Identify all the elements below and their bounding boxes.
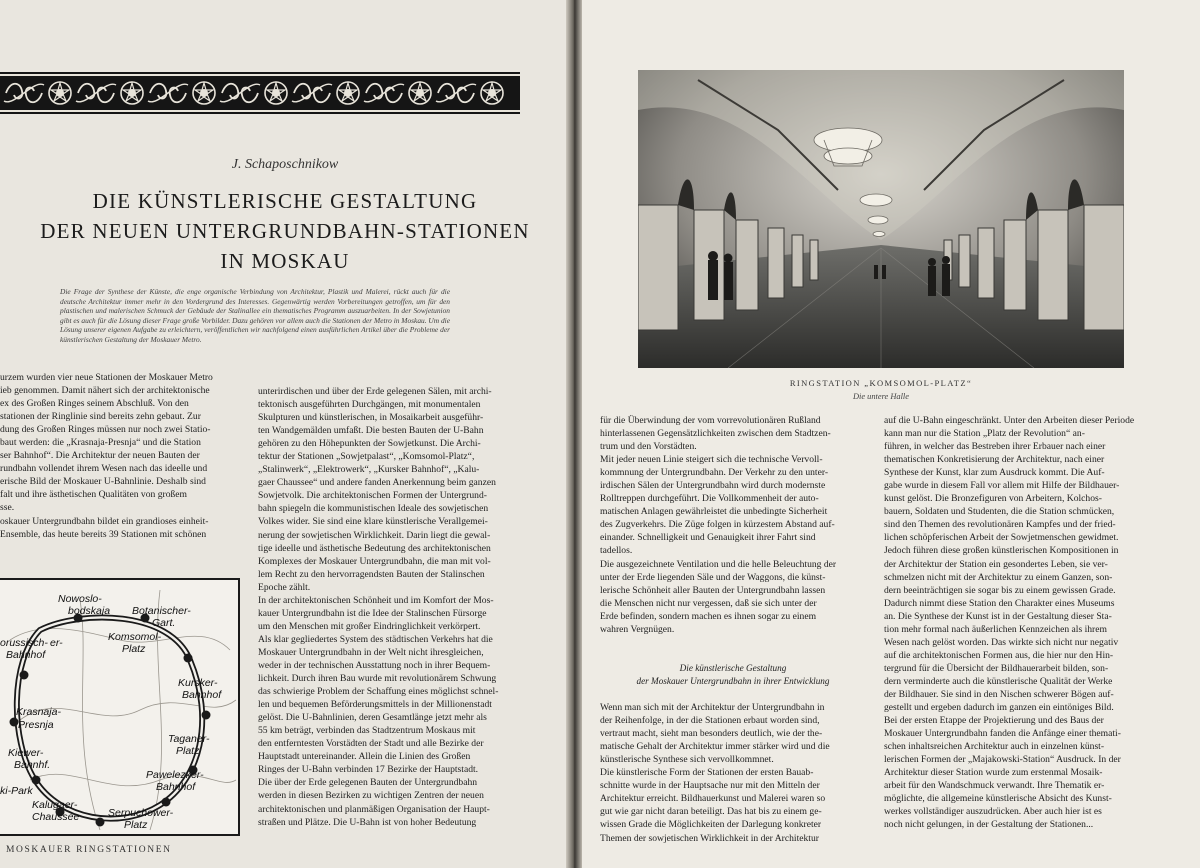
text-line: tadellos. (600, 545, 633, 557)
map-label-presnja: Presnja (18, 719, 54, 731)
text-line: matische Gehalt der Architektur immer stärker wird und die (600, 741, 830, 753)
title-line-2: DER NEUEN UNTERGRUNDBAHN-STATIONEN (40, 219, 530, 243)
text-line: um den Menschen mit großer Eindringlichkeit verkörpert. (258, 620, 481, 632)
text-line: wissen Grade die Möglichkeiten der Darlegung konkreter (600, 819, 822, 831)
text-line: tergrund für die Übersicht der Bildhauerarbeit bilden, son- (884, 662, 1109, 674)
text-line: Erde befinden, sondern machen es ihnen sogar zu einem (600, 610, 817, 622)
text-line: gaer Chaussee“ und andere fanden Anerkennung beim ganzen (258, 477, 496, 489)
map-label-bahnhof-3: Bahnhof (156, 781, 196, 793)
text-line: architektonischen und planmäßigen Organisation der Haupt- (258, 803, 490, 815)
text-line: nerung der sowjetischen Wirklichkeit. Darin liegt die gewal- (258, 529, 491, 541)
text-line: lerische Schönheit aller Bauten der Untergrundbahn lassen (600, 584, 826, 596)
text-line: unter der Erde liegenden Säle und der Waggons, die künst- (600, 571, 826, 583)
text-line: In der architektonischen Schönheit und im Komfort der Mos- (258, 594, 494, 606)
text-line: rundbahn vollendet ihrem Wesen nach das ideelle und (0, 463, 208, 475)
photo-subcaption: Die untere Halle (853, 392, 909, 401)
text-line: lerischen Formen der „Majakowski-Station“ Ausdruck. In der (884, 754, 1121, 766)
text-line: Moskauer Untergrundbahn in der Welt nicht ihresgleichen, (258, 646, 484, 658)
text-line: thematischen Konkretisierung der Architektur, nach einer (884, 454, 1105, 466)
text-line: an. Die Synthese der Kunst ist in der Gestaltung dieser Sta- (884, 610, 1112, 622)
map-label-park: ki-Park (0, 785, 33, 797)
text-line: schnitte wurde in der Hauptsache nur mit den Mitteln der (600, 780, 820, 792)
map-label-bodskaja: bodskaja (68, 605, 111, 617)
left-column-1 (0, 371, 242, 541)
text-line: Moskauer Untergrundbahn fanden die Anfänge einer themati- (884, 728, 1121, 740)
text-line: Bei der ersten Etappe der Projektierung und des Baus der (884, 715, 1104, 727)
text-line: der Bildhauer. Sie sind in den Nischen schwerer Bögen auf- (884, 688, 1114, 700)
text-line: ieb genommen. Damit nähert sich der architektonische (0, 385, 210, 397)
text-line: bauern, Soldaten und Studenten, die die Station schmücken, (884, 506, 1115, 518)
text-line: gut wie gar nicht daran beteiligt. Das hat bis zu einem ge- (600, 806, 822, 818)
map-label-orussisch: orussisch- (0, 637, 48, 649)
text-line (600, 649, 866, 662)
text-line: auf die architektonischen Formen aus, die hier nur den Hin- (884, 649, 1114, 661)
text-line: Jedoch führen diese großen künstlerischen Kompositionen in (884, 545, 1119, 557)
text-line: Komplexes der Moskauer Untergrundbahn, die man mit vol- (258, 555, 491, 567)
text-line: Synthese der Kunst, klar zum Ausdruck kommt. Die Auf- (884, 467, 1105, 479)
text-line: dung des Großen Ringes müssen nur noch zwei Statio- (0, 424, 211, 436)
text-line: führen, in welcher das Bestreben ihrer Erbauer nach einer (884, 441, 1106, 453)
text-line: erische Bild der Moskauer U-Bahnlinie. Deshalb sind (0, 476, 206, 488)
ornamental-border (0, 72, 520, 114)
text-line: weder in der technischen Ausstattung noch in ihrer Bequem- (258, 659, 491, 671)
text-line: tige ideelle und ästhetische Bedeutung des architektonischen (258, 542, 491, 554)
text-line: Volkes wider. Sie sind eine klare künstlerische Verallgemei- (258, 516, 488, 528)
map-label-gart: Gart. (152, 617, 176, 629)
text-line: die Menschen nicht nur vergessen, daß sie sich unter der (600, 597, 817, 609)
text-line: falt und ihre ästhetischen Qualitäten von großem (0, 489, 188, 501)
map-label-bahnhf: Bahnhf. (14, 759, 51, 771)
text-line: tektur der Stationen „Sowjetpalast“, „Komsomol-Platz“, (258, 451, 475, 463)
map-label-platz-1: Platz (122, 643, 146, 655)
text-line: Dadurch nimmt diese Station den Charakter eines Museums (884, 597, 1115, 609)
text-line: kann man nur die Station „Platz der Revolution“ an- (884, 428, 1085, 440)
text-line: der Moskauer Untergrundbahn in ihrer Entwicklung (636, 675, 830, 686)
text-line: lichkeit. Durch ihren Bau wurde mit revolutionärem Schwung (258, 673, 497, 685)
metro-ring-map (0, 578, 240, 836)
text-line: künstlerische Synthese sich vervollkommnet. (600, 754, 774, 766)
text-line: Sowjetvolk. Die architektonischen Formen der Untergrund- (258, 490, 487, 502)
map-label-kursker: Kursker- (178, 677, 218, 689)
text-line: den entferntesten Vorstädten der Stadt und alle Bezirke der (258, 738, 484, 750)
text-line: matischen Anlagen gewährleistet die unbedingte Sicherheit (600, 506, 828, 518)
text-line: einander. Schnelligkeit und Genauigkeit ihrer Fahrt sind (600, 532, 816, 544)
text-line: des Zugverkehrs. Die Züge folgen in kürzestem Abstand auf- (600, 519, 835, 531)
text-line: der Architektur der Station ein gesondertes Leben, sie ver- (884, 558, 1108, 570)
text-line: kunst gelöst. Die Bronzefiguren von Arbeitern, Kolchos- (884, 493, 1102, 505)
text-line: werden in diesen Bezirken zu wichtigen Zentren der neuen (258, 790, 484, 802)
map-label-bahnhof-2: Bahnhof (182, 689, 222, 701)
text-line: noch nicht gelungen, in der Gestaltung der Stationen... (884, 819, 1094, 831)
text-line: Die künstlerische Gestaltung (679, 662, 787, 673)
text-line: len und bequemen Beförderungsmittels in der Millionenstadt (258, 699, 492, 711)
text-line: gelöst. Die U-Bahnlinien, deren Gesamtlänge jetzt mehr als (258, 712, 487, 724)
text-line: Wesen nach gelöst worden. Das wirkte sich nicht nur negativ (884, 636, 1119, 648)
map-label-kalugaer: Kalugaer- (32, 799, 78, 811)
text-line: ex des Großen Ringes seinem Abschluß. Von den (0, 398, 189, 410)
text-line: Wenn man sich mit der Architektur der Untergrundbahn in (600, 702, 825, 714)
text-line: Architektur erreicht. Bildhauerkunst und Malerei waren so (600, 793, 826, 805)
text-line (600, 688, 866, 701)
text-line: Ringes der U-Bahn verbinden 17 Bezirke der Hauptstadt. (258, 764, 479, 776)
text-line: 55 km beträgt, verbinden das Stadtzentrum Moskaus mit (258, 725, 476, 737)
text-line: Mit jeder neuen Linie steigert sich die technische Vervoll- (600, 454, 823, 466)
text-line: Architektur dieser Station wurde zum erstenmal Mosaik- (884, 767, 1103, 779)
text-line: kommnung der Untergrundbahn. Der Verkehr zu den unter- (600, 467, 829, 479)
map-label-er: er- (50, 637, 63, 649)
map-label-krasnaja: Krasnaja- (16, 706, 61, 718)
text-line: straßen und Plätze. Die U-Bahn ist von hoher Bedeutung (258, 816, 477, 828)
text-line: das schwierige Problem der Schaffung eines möglichst schnel- (258, 686, 499, 698)
author-name: J. Schaposchnikow (231, 157, 339, 172)
text-line: Themen der sowjetischen Wirklichkeit in der Architektur (600, 832, 819, 844)
text-line: Die über der Erde gelegenen Bauten der Untergrundbahn (258, 777, 478, 789)
text-line: gehören zu den Höhepunkten der Sowjetkunst. Die Archi- (258, 438, 481, 450)
text-line: ten Wandgemälden umfaßt. Die besten Bauten der U-Bahn (258, 425, 484, 437)
text-line: schen inhaltsreichen Architektur auch in einzelnen künst- (884, 741, 1105, 753)
text-line: gabe wurde in diesem Fall vor allem mit Hilfe der Bildhauer- (884, 480, 1120, 492)
map-label-platz-3: Platz (124, 819, 148, 831)
book-gutter (566, 0, 582, 868)
map-label-chaussee: Chaussee (32, 811, 80, 823)
text-line: baut werden: die „Krasnaja-Presnja“ und die Station (0, 437, 201, 449)
title-line-3: IN MOSKAU (220, 249, 350, 273)
map-label-platz-2: Platz (176, 745, 200, 757)
text-line: auf die U-Bahn eingeschränkt. Unter den Arbeiten dieser Periode (884, 415, 1135, 426)
photo-caption: RINGSTATION „KOMSOMOL-PLATZ“ (789, 378, 973, 388)
text-line: vertraut macht, sieht man besonders deutlich, wie der the- (600, 728, 823, 740)
text-line: tion mehr formal nach äußerlichen Kennzeichen als ihrem (884, 623, 1107, 635)
text-line: Ensemble, das heute bereits 39 Stationen mit schönen (0, 528, 207, 540)
text-line: dern beeinträchtigen sie sogar bis zu einem gewissen Grade. (884, 584, 1116, 596)
map-caption: MOSKAUER RINGSTATIONEN (6, 845, 172, 855)
map-label-nowoslo: Nowoslo- (58, 593, 102, 605)
text-line: kauer Untergrundbahn ist die Idee der Stalinschen Fürsorge (258, 607, 487, 619)
text-line: schmelzen nicht mit der Architektur zu einem Ganzen, son- (884, 571, 1113, 583)
text-line: möglichte, die allgemeine künstlerische Absicht des Kunst- (884, 793, 1112, 805)
text-line: lem Recht zu den hervorragendsten Bauten der Stalinschen (258, 568, 485, 580)
text-line: für die Überwindung der vom vorrevolutionären Rußland (600, 415, 821, 426)
left-column-2 (258, 385, 546, 829)
text-line: Skulpturen und künstlerischen, in Mosaikarbeit ausgeführ- (258, 412, 484, 424)
text-line: Die ausgezeichnete Ventilation und die helle Beleuchtung der (600, 558, 837, 570)
title-line-1: DIE KÜNSTLERISCHE GESTALTUNG (92, 189, 478, 213)
text-line: unterirdischen und über der Erde gelegenen Sälen, mit archi- (258, 386, 492, 397)
article-title (0, 186, 570, 276)
right-column-2 (884, 414, 1148, 832)
text-line: Rolltreppen durchgeführt. Die Vollkommenheit der auto- (600, 493, 819, 505)
text-line: tektonisch ausgeführten Durchgängen, mit monumentalen (258, 399, 481, 411)
map-label-komsomol: Komsomol- (108, 631, 162, 643)
text-line: Hauptstadt untereinander. Allein die Linien des Großen (258, 751, 471, 763)
text-line: werkes vollständiger auszudrücken. Aber auch hier ist es (884, 806, 1102, 818)
map-label-bahnhof-1: Bahnhof (6, 649, 46, 661)
text-line: stationen der Ringlinie sind bereits zehn gebaut. Zur (0, 411, 201, 423)
text-line: oskauer Untergrundbahn bildet ein grandioses einheit- (0, 515, 209, 527)
text-line: sind den Themen des revolutionären Kampfes und der fried- (884, 519, 1116, 531)
text-line: „Stalinwerk“, „Elektrowerk“, „Kursker Bahnhof“, „Kalu- (258, 464, 480, 476)
text-line: gestellt und ergeben dadurch im ganzen ein eintöniges Bild. (884, 702, 1114, 714)
text-line: hinterlassenen Gegensätzlichkeiten zwischen dem Stadtzen- (600, 428, 831, 440)
text-line: bahn spiegeln die kommunistischen Ideale des sowjetischen (258, 503, 489, 515)
map-label-botanischer: Botanischer- (132, 605, 191, 617)
text-line: dern verminderte auch die künstlerische Qualität der Werke (884, 675, 1113, 687)
text-line: trum und den Vorstädten. (600, 441, 697, 453)
text-line (600, 636, 866, 649)
station-photo (638, 70, 1124, 368)
right-column-1 (600, 414, 866, 845)
text-line: wahren Vergnügen. (600, 623, 675, 635)
text-line: urzem wurden vier neue Stationen der Moskauer Metro (0, 372, 213, 383)
text-line: sse. (0, 502, 15, 514)
text-line: Als klar gegliedertes System des städtischen Verkehrs hat die (258, 633, 493, 645)
text-line: Epoche zählt. (258, 581, 311, 593)
article-abstract: Die Frage der Synthese der Künste, die enge organische Verbindung von Architektur, Plastik und Malerei, rückt auch für die deutsche Architektur immer mehr in den Vordergrund des Interesses. Gegenwärtig werden Vorbereitungen getroffen, um für den plastischen und malerischen Schmuck der Gebäude der Stalinallee ein thematisches Programm auszuarbeiten. In der Sowjetunion gibt es auch für die Lösung dieser Frage große Vorbilder. Dazu gehören vor allem auch die Stationen der Metro in Moskau. Um die Lösung unserer eigenen Aufgabe zu erleichtern, veröffentlichen wir nachfolgend einen ausführlichen Artikel über die Probleme der künstlerischen Gestaltung der Moskauer Metro. (60, 287, 450, 344)
text-line: ser Bahnhof“. Die Architektur der neuen Bauten der (0, 450, 200, 462)
text-line: Die künstlerische Form der Stationen der ersten Bauab- (600, 767, 814, 779)
text-line: der Reihenfolge, in der die Stationen erbaut worden sind, (600, 715, 820, 727)
map-label-taganer: Taganer- (168, 733, 210, 745)
map-label-kiewer: Kiewer- (8, 747, 44, 759)
map-label-pawelezker: Pawelezker- (146, 769, 204, 781)
text-line: irdischen Sälen der Untergrundbahn wird durch modernste (600, 480, 826, 492)
text-line: arbeit für den Wandschmuck verwandt. Ihre Thematik er- (884, 780, 1105, 792)
map-label-serpuchower: Serpuchower- (108, 807, 174, 819)
text-line: lichen schöpferischen Arbeit der Sowjetmenschen gewidmet. (884, 532, 1119, 544)
